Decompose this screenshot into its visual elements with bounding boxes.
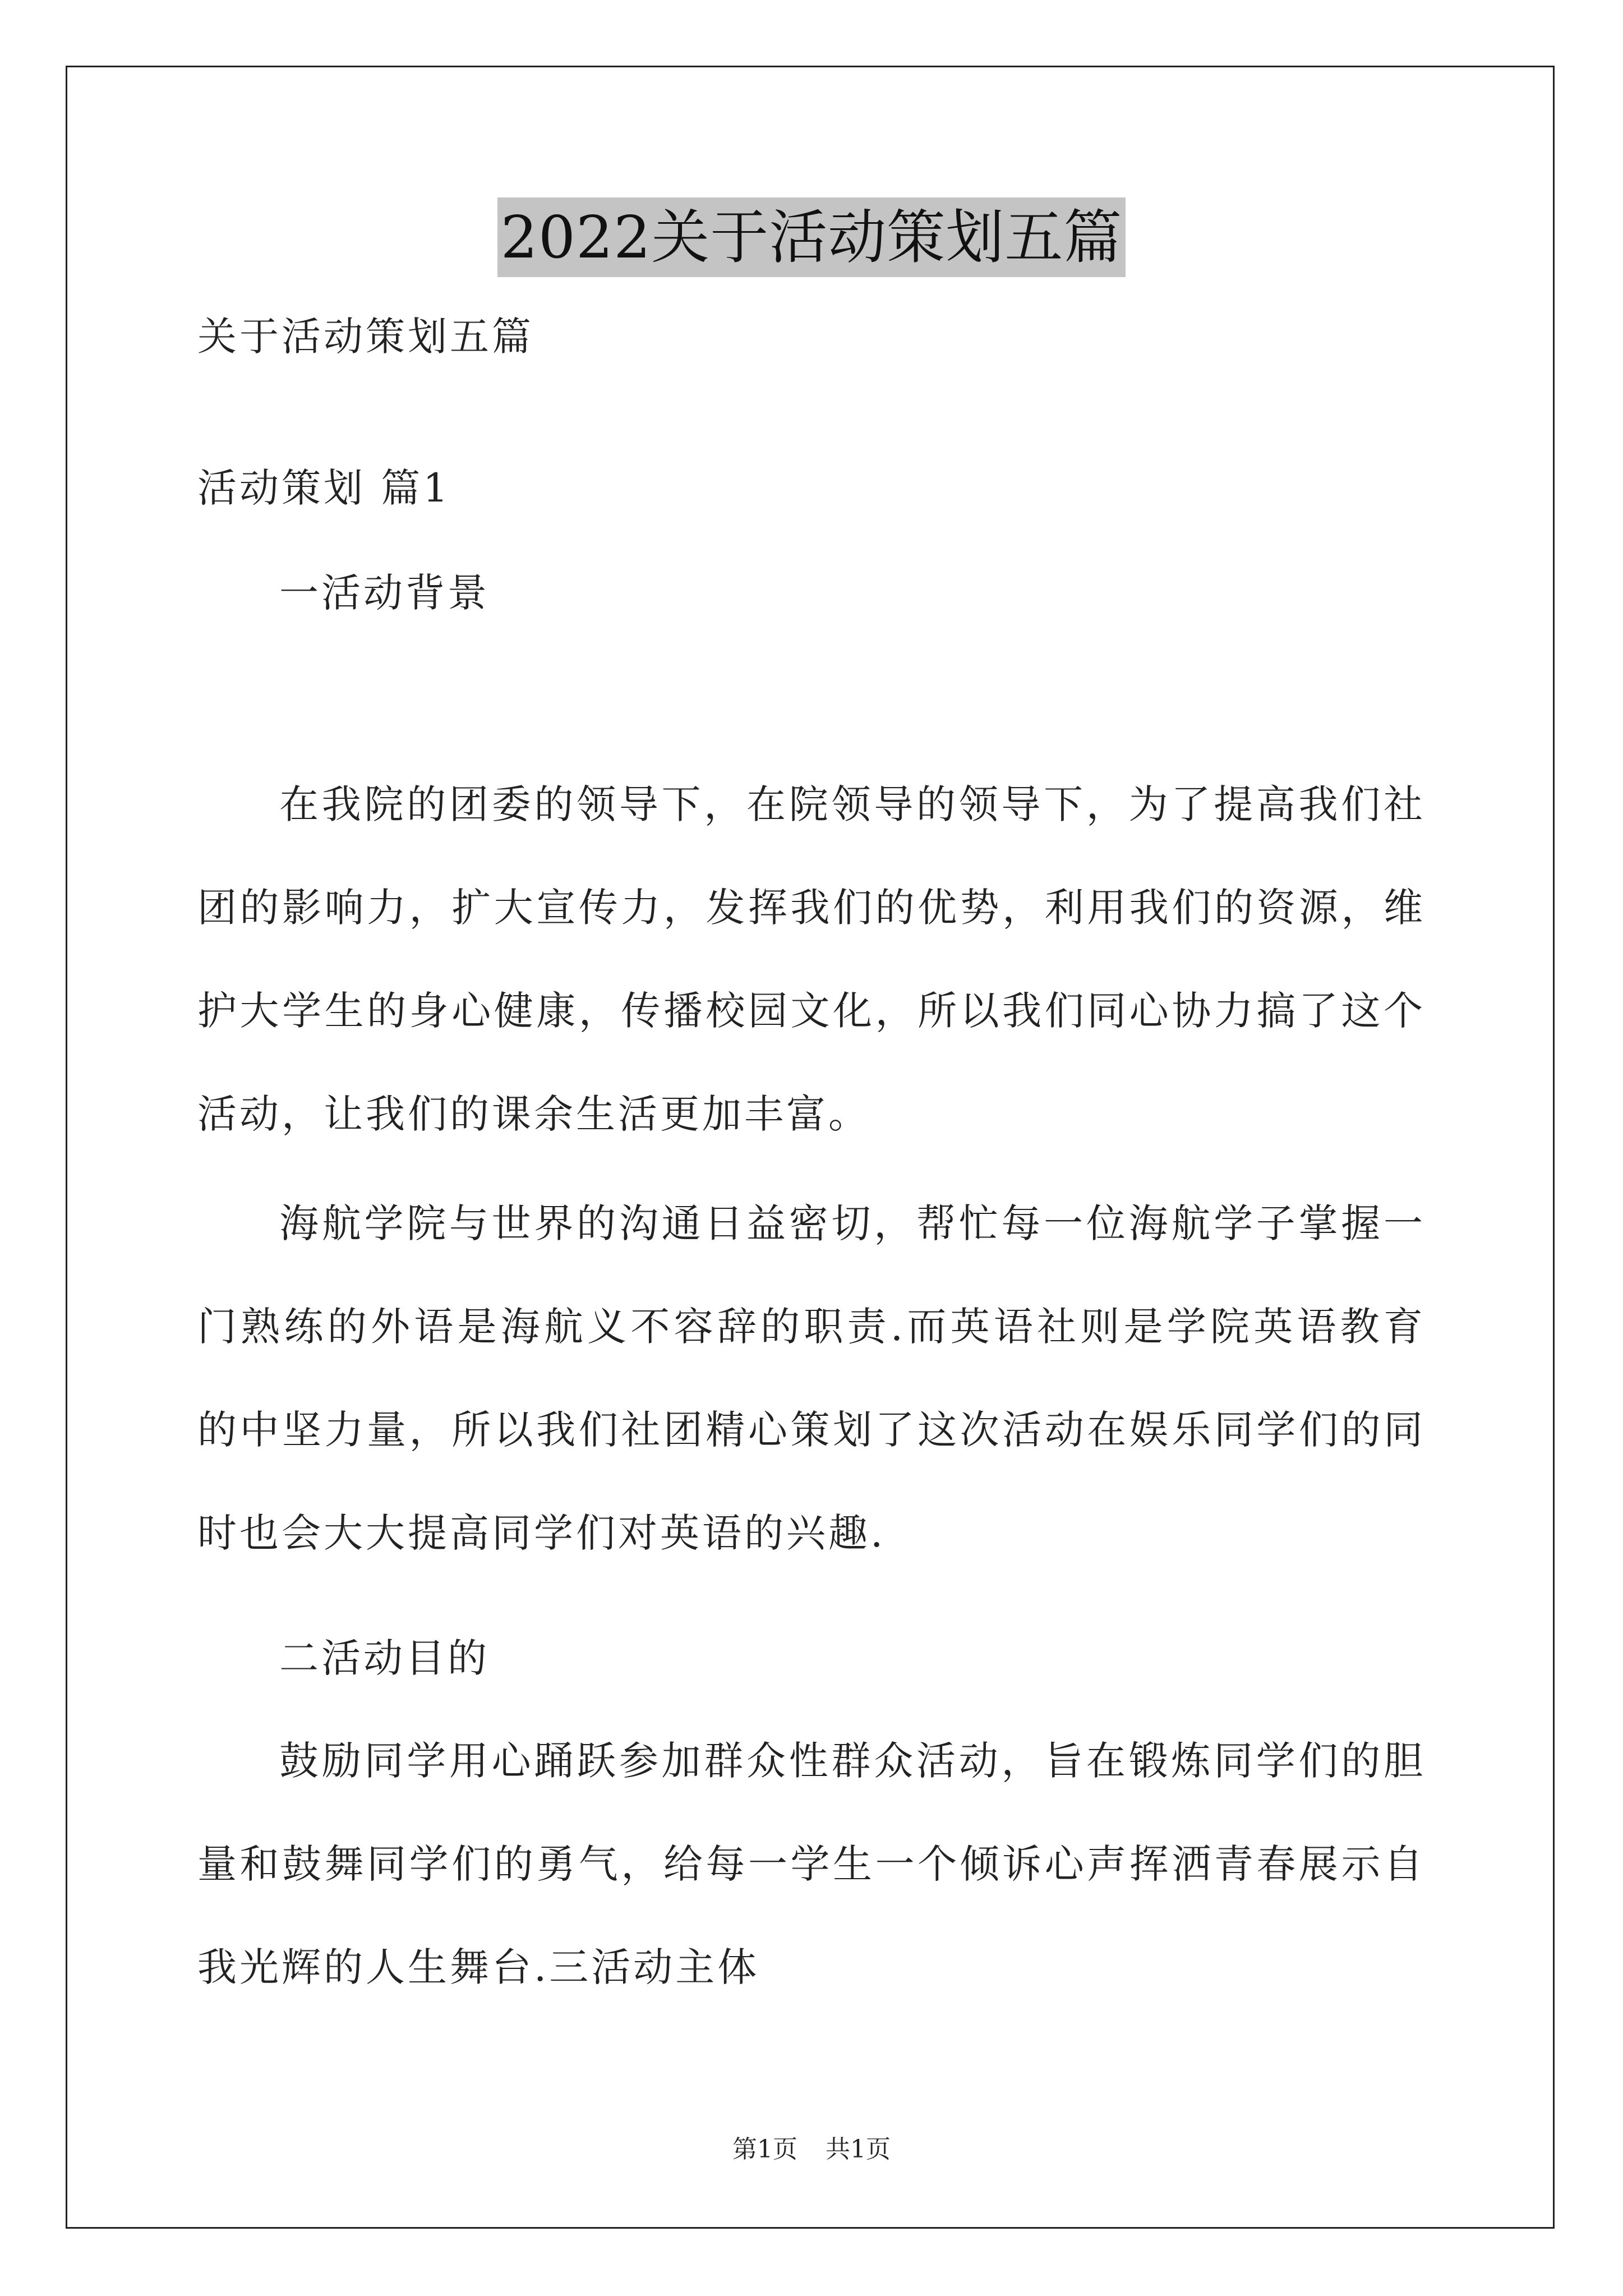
document-title-wrap: [0, 197, 1623, 277]
heading-background: 一活动背景: [279, 570, 490, 616]
document-title: 2022关于活动策划五篇: [497, 197, 1126, 277]
paragraph-background-1: 在我院的团委的领导下，在院领导的领导下，为了提高我们社团的影响力，扩大宣传力，发挥我们的优势，利用我们的资源，维护大学生的身心健康，传播校园文化，所以我们同心协力搞了这个活动，让我们的课余生活更加丰富。: [197, 781, 1426, 1137]
heading-purpose: 二活动目的: [279, 1635, 490, 1681]
paragraph-purpose: 鼓励同学用心踊跃参加群众性群众活动，旨在锻炼同学们的胆量和鼓舞同学们的勇气，给每一学生一个倾诉心声挥洒青春展示自我光辉的人生舞台.三活动主体: [197, 1738, 1426, 1990]
page-number-total: 共1页: [826, 2135, 891, 2164]
page-number-current: 第1页: [732, 2135, 797, 2164]
section-heading: 活动策划 篇1: [197, 465, 451, 511]
page-footer: [0, 2129, 1623, 2165]
paragraph-background-2: 海航学院与世界的沟通日益密切，帮忙每一位海航学子掌握一门熟练的外语是海航义不容辞的职责.而英语社则是学院英语教育的中坚力量，所以我们社团精心策划了这次活动在娱乐同学们的同时也会大大提高同学们对英语的兴趣.: [197, 1200, 1426, 1556]
document-subtitle: 关于活动策划五篇: [197, 314, 534, 360]
